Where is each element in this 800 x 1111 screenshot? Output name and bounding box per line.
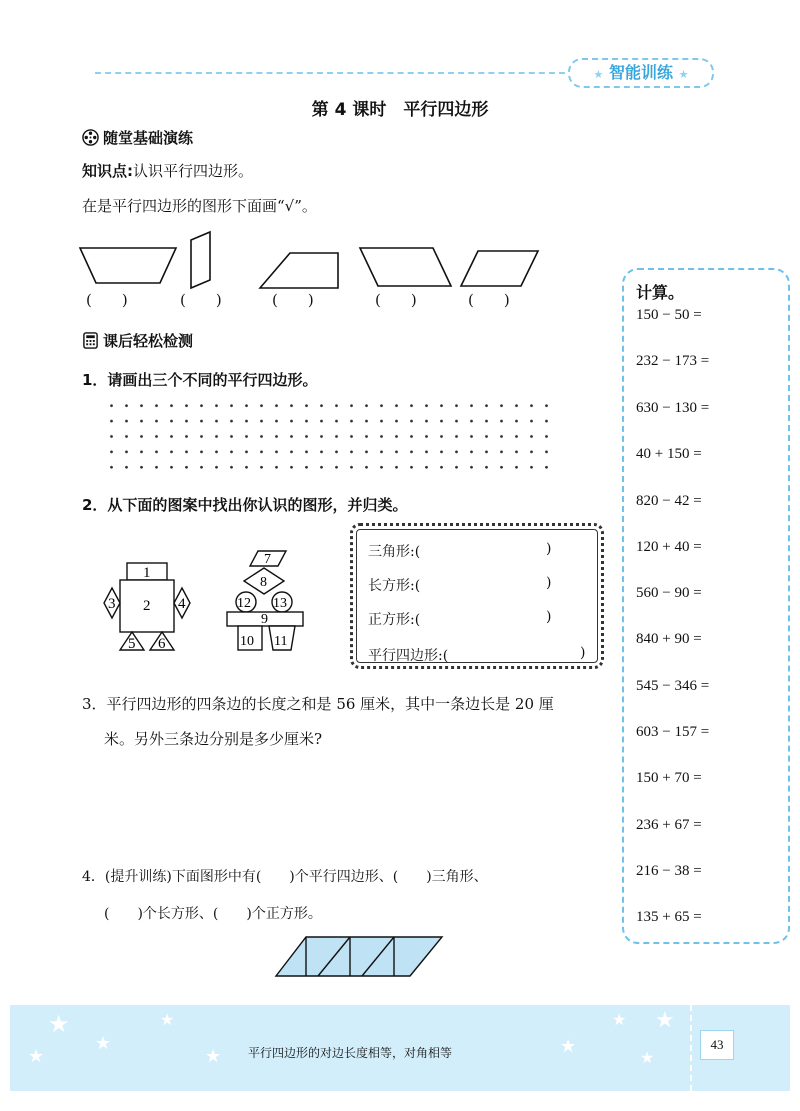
calc-title: 计算。: [636, 283, 685, 302]
calc-item[interactable]: 150 + 70 =: [636, 770, 702, 786]
figure-label: 12: [237, 596, 251, 611]
question-3-line1: 3．平行四边形的四条边的长度之和是 56 厘米，其中一条边长是 20 厘: [82, 695, 554, 713]
classify-close: ): [546, 541, 552, 557]
knowledge-text: 认识平行四边形。: [133, 162, 254, 180]
classify-row-parallelogram[interactable]: [368, 645, 586, 665]
figure-stack: [224, 548, 310, 653]
film-reel-icon: [82, 129, 99, 146]
calc-item[interactable]: 560 − 90 =: [636, 585, 702, 601]
page-number: 43: [700, 1030, 734, 1060]
figure-label: 8: [260, 575, 267, 590]
answer-blank-e[interactable]: ( ): [468, 291, 510, 309]
trapezoid-shape-a: [80, 248, 176, 283]
star-icon: ★: [655, 1008, 675, 1033]
question-3-line2: 米。另外三条边分别是多少厘米?: [104, 730, 323, 748]
figure-label: 4: [178, 596, 186, 612]
figure-label: 11: [274, 634, 288, 649]
answer-blank-c[interactable]: ( ): [272, 291, 314, 309]
parallelogram-shape-d: [360, 248, 451, 286]
section1-title: 随堂基础演练: [103, 129, 194, 147]
dot-grid[interactable]: [104, 398, 554, 478]
answer-blank-d[interactable]: ( ): [375, 291, 417, 309]
star-icon: ★: [612, 1010, 627, 1029]
figure-label: 13: [273, 596, 287, 611]
star-icon: ★: [640, 1048, 655, 1067]
header-rule: [95, 72, 565, 74]
calc-item[interactable]: 120 + 40 =: [636, 539, 702, 555]
calc-item[interactable]: 820 − 42 =: [636, 493, 702, 509]
figure-robot: [100, 558, 200, 654]
star-icon: ★: [678, 68, 689, 81]
classify-close: ): [546, 575, 552, 591]
knowledge-point: [82, 160, 253, 181]
knowledge-label: 知识点:: [82, 162, 133, 180]
section1-heading: [82, 127, 193, 148]
figure-label: 9: [261, 612, 268, 627]
calc-item[interactable]: 40 + 150 =: [636, 446, 702, 462]
calc-item[interactable]: 840 + 90 =: [636, 631, 702, 647]
classify-row-triangle[interactable]: [368, 541, 552, 561]
star-icon: ★: [593, 68, 604, 81]
classify-label: 正方形:(: [368, 612, 421, 628]
classify-row-rectangle[interactable]: [368, 575, 552, 595]
star-icon: ★: [28, 1046, 45, 1067]
figure-label: 7: [264, 552, 271, 567]
figure-label: 3: [108, 596, 116, 612]
footer-tip: 平行四边形的对边长度相等，对角相等: [247, 1046, 452, 1060]
star-icon: ★: [560, 1036, 577, 1057]
classify-close: ): [580, 645, 586, 661]
figure-label: 6: [158, 636, 166, 652]
question-4-line1: 4．(提升训练)下面图形中有( )个平行四边形、( )三角形、: [82, 869, 488, 885]
badge-label: 智能训练: [608, 63, 673, 82]
calculator-icon: [82, 332, 99, 349]
calc-item[interactable]: 216 − 38 =: [636, 863, 702, 879]
trapezoid-shape-c: [260, 253, 338, 288]
star-icon: ★: [95, 1033, 112, 1054]
classify-row-square[interactable]: [368, 609, 552, 629]
calc-item[interactable]: 630 − 130 =: [636, 400, 710, 416]
figure-label: 5: [128, 636, 136, 652]
lesson-title: 第 4 课时 平行四边形: [311, 100, 489, 120]
calc-item[interactable]: 135 + 65 =: [636, 909, 702, 925]
parallelogram-shape-e: [461, 251, 538, 286]
calc-item[interactable]: 150 − 50 =: [636, 307, 702, 323]
star-icon: ★: [160, 1010, 175, 1029]
classify-label: 三角形:(: [368, 544, 421, 560]
question-2: 2．从下面的图案中找出你认识的图形，并归类。: [82, 496, 408, 514]
section-badge: [568, 58, 714, 88]
classify-close: ): [546, 609, 552, 625]
figure-parallelogram-strip: [274, 934, 446, 980]
figure-label: 2: [143, 598, 151, 614]
calc-item[interactable]: 603 − 157 =: [636, 724, 710, 740]
question-1: 1．请画出三个不同的平行四边形。: [82, 371, 318, 389]
figure-label: 1: [143, 565, 151, 581]
classify-label: 长方形:(: [368, 578, 421, 594]
calc-item[interactable]: 236 + 67 =: [636, 817, 702, 833]
classify-label: 平行四边形:(: [368, 648, 449, 664]
answer-blank-b[interactable]: ( ): [180, 291, 222, 309]
calc-item[interactable]: 232 − 173 =: [636, 353, 710, 369]
parallelogram-shape-b: [191, 232, 210, 288]
star-icon: ★: [205, 1046, 222, 1067]
calc-item[interactable]: 545 − 346 =: [636, 678, 710, 694]
instruction-text: 在是平行四边形的图形下面画“√”。: [82, 197, 317, 215]
strip-outline: [276, 937, 442, 976]
answer-blank-a[interactable]: ( ): [86, 291, 128, 309]
section2-title: 课后轻松检测: [103, 332, 194, 350]
question-4-line2: ( )个长方形、( )个正方形。: [104, 906, 322, 922]
figure-label: 10: [240, 634, 254, 649]
star-icon: ★: [48, 1010, 70, 1038]
section2-heading: [82, 330, 193, 351]
